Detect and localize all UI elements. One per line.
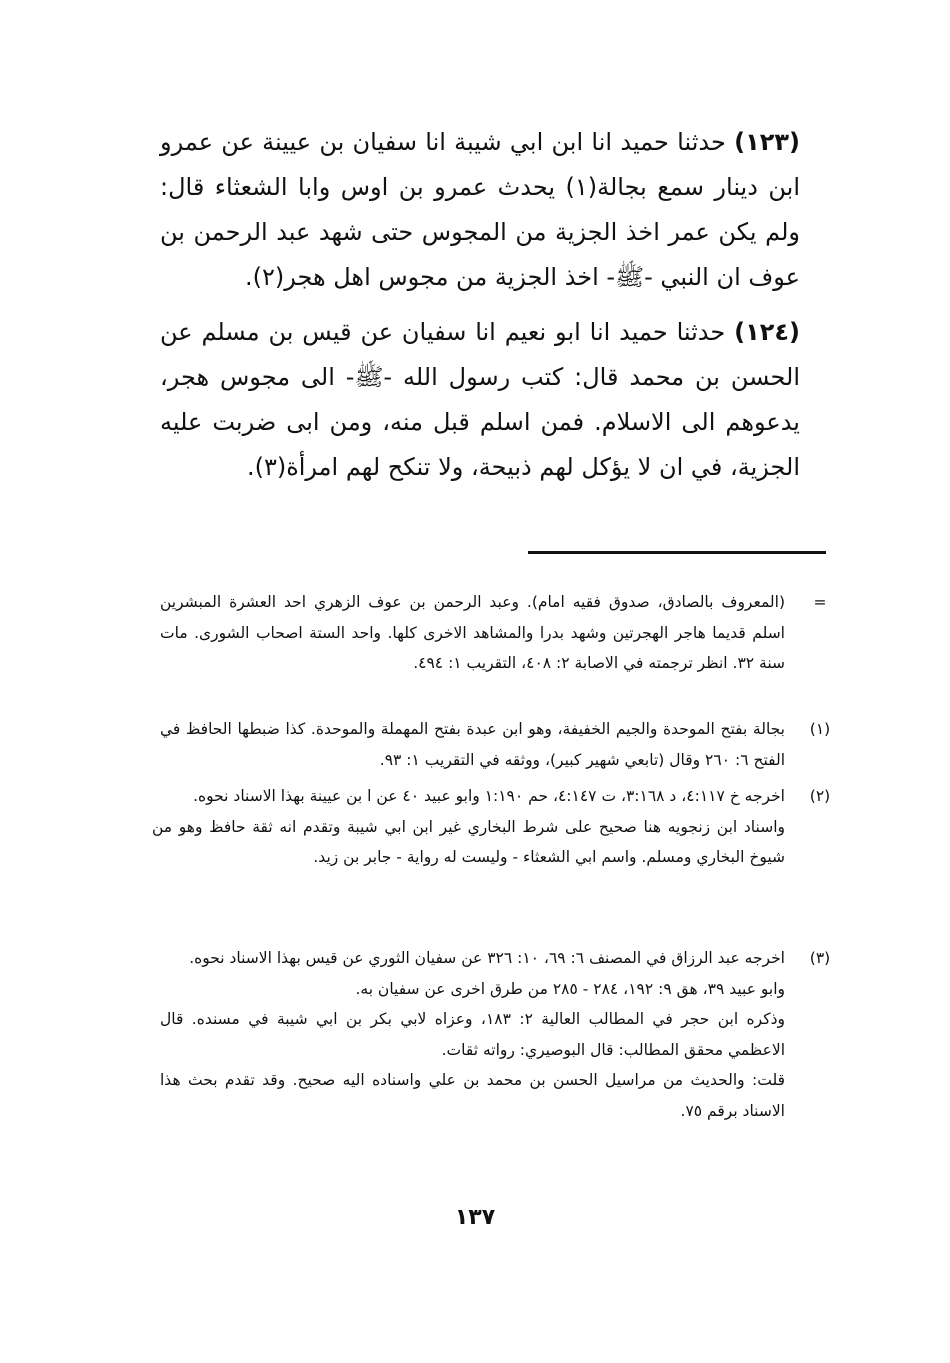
hadith-124-paragraph bbox=[160, 310, 800, 490]
footnote-3-marker: (٣) bbox=[809, 949, 831, 967]
footnote-2-paragraph-2: واسناد ابن زنجويه هنا صحيح على شرط البخاري غير ابن ابي شيبة وتقدم انه ثقة حافظ وهو من شيوخ البخاري ومسلم. واسم ابي الشعثاء - وليست له رواية - جابر بن زيد. bbox=[152, 817, 785, 866]
footnote-1-marker: (١) bbox=[809, 720, 831, 738]
hadith-123-paragraph bbox=[160, 120, 800, 300]
hadith-123-number: (١٢٣) bbox=[734, 128, 801, 156]
hadith-124-number: (١٢٤) bbox=[734, 318, 800, 346]
footnote-3-paragraph-2: وابو عبيد ٣٩، هق ٩: ١٩٢، ٢٨٤ - ٢٨٥ من طرق اخرى عن سفيان به. bbox=[355, 979, 785, 998]
footnote-3-paragraph-3: وذكره ابن حجر في المطالب العالية ٢: ١٨٣، وعزاه لابي بكر بن ابي شيبة في مسنده. قال الاعظمي محقق المطالب: قال البوصيري: رواته ثقات. bbox=[160, 1010, 785, 1059]
footnote-continuation bbox=[160, 587, 840, 679]
footnote-continuation-marker: = bbox=[813, 593, 827, 611]
footnote-3-paragraph-4: قلت: والحديث من مراسيل الحسن بن محمد بن علي واسناده اليه صحيح. وقد تقدم بحث هذا الاسناد برقم ٧٥. bbox=[160, 1071, 785, 1120]
footnote-2 bbox=[152, 781, 840, 873]
footnote-3 bbox=[160, 943, 840, 1126]
footnote-3-paragraph-1: اخرجه عبد الرزاق في المصنف ٦: ٦٩، ١٠: ٣٢٦ عن سفيان الثوري عن قيس بهذا الاسناد نحوه. bbox=[189, 949, 785, 967]
footnote-2-paragraph-1: اخرجه خ ٤:١١٧، د ٣:١٦٨، ت ٤:١٤٧، حم ١:١٩٠ وابو عبيد ٤٠ عن ا بن عيينة بهذا الاسناد نحوه. bbox=[193, 787, 785, 805]
footnote-2-marker: (٢) bbox=[809, 787, 831, 805]
footnote-1 bbox=[160, 714, 840, 775]
footnote-continuation-text: (المعروف بالصادق، صدوق فقيه امام). وعبد الرحمن بن عوف الزهري احد العشرة المبشرين اسلم قديما هاجر الهجرتين وشهد بدرا والمشاهد الاخرى كلها. واحد الستة اصحاب الشورى. مات سنة ٣٢. انظر ترجمته في الاصابة ٢: ٤٠٨، التقريب ١: ٤٩٤. bbox=[160, 593, 785, 672]
hadith-124-text: حدثنا حميد انا ابو نعيم انا سفيان عن قيس بن مسلم عن الحسن بن محمد قال: كتب رسول الله -ﷺ- الى مجوس هجر، يدعوهم الى الاسلام. فمن اسلم قبل منه، ومن ابى ضربت عليه الجزية، في ان لا يؤكل لهم ذبيحة، ولا تنكح لهم امرأة(٣). bbox=[160, 318, 800, 481]
hadith-123-text: حدثنا حميد انا ابن ابي شيبة انا سفيان بن عيينة عن عمرو ابن دينار سمع بجالة(١) يحدث عمرو بن اوس وابا الشعثاء قال: ولم يكن عمر اخذ الجزية من المجوس حتى شهد عبد الرحمن بن عوف ان النبي -ﷺ- اخذ الجزية من مجوس اهل هجر(٢). bbox=[160, 128, 800, 291]
footnote-1-text: بجالة بفتح الموحدة والجيم الخفيفة، وهو ابن عبدة بفتح المهملة والموحدة. كذا ضبطها الحافظ في الفتح ٦: ٢٦٠ وقال (تابعي شهير كبير)، ووثقه في التقريب ١: ٩٣. bbox=[160, 720, 785, 769]
footnote-separator-rule bbox=[528, 551, 826, 554]
page-number: ١٣٧ bbox=[454, 1205, 496, 1230]
